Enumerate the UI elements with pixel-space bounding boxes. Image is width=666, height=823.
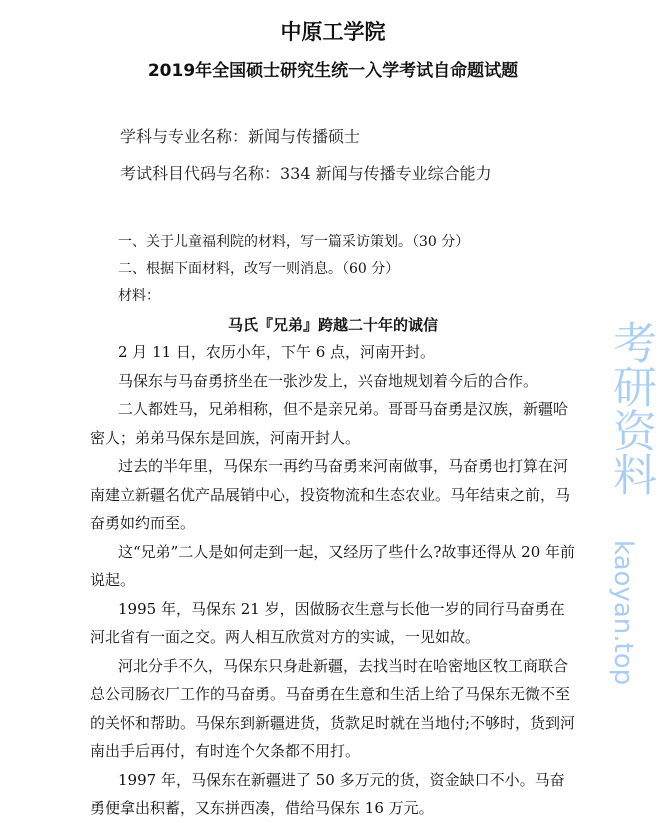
exam-title: 2019年全国硕士研究生统一入学考试自命题试题 — [147, 61, 519, 81]
school-name: 中原工学院 — [280, 20, 386, 44]
question-1: 一、关于儿童福利院的材料，写一篇采访策划。（30 分） — [118, 234, 470, 250]
material-label: 材料： — [118, 288, 160, 304]
article-paragraph: 二人都姓马，兄弟相称，但不是亲兄弟。哥哥马奋勇是汉族，新疆哈密人；弟弟马保东是回族，河南开封人。 — [90, 400, 569, 447]
article-paragraph: 2 月 11 日，农历小年，下午 6 点，河南开封。 — [118, 343, 436, 361]
article-paragraph: 河北分手不久，马保东只身赴新疆，去找当时在哈密地区牧工商联合总公司肠衣厂工作的马奋勇。马奋勇在生意和生活上给了马保东无微不至的关怀和帮助。马保东到新疆进货，货款足时就在当地付;不够时，货到河南出手后再付，有时连个欠条都不用打。 — [90, 656, 576, 760]
course-line: 考试科目代码与名称：334 新闻与传播专业综合能力 — [120, 164, 492, 183]
article-paragraph: 马保东与马奋勇挤坐在一张沙发上，兴奋地规划着今后的合作。 — [118, 371, 539, 390]
article-paragraph: 1995 年，马保东 21 岁，因做肠衣生意与长他一岁的同行马奋勇在河北省有一面之交。两人相互欣赏对方的实诚，一见如故。 — [90, 599, 565, 646]
question-2: 二、根据下面材料，改写一则消息。（60 分） — [118, 261, 400, 277]
subject-line: 学科与专业名称：新闻与传播硕士 — [120, 127, 361, 146]
article-body — [90, 338, 576, 823]
watermark-en: kaoyan.top — [608, 540, 638, 686]
article-title: 马氏『兄弟』跨越二十年的诚信 — [227, 316, 438, 334]
watermark-cn: 考研资料 — [605, 320, 656, 496]
article-paragraph: 过去的半年里，马保东一再约马奋勇来河南做事，马奋勇也打算在河南建立新疆名优产品展销中心，投资物流和生态农业。马年结束之前，马奋勇如约而至。 — [90, 457, 571, 532]
article-paragraph: 1997 年，马保东在新疆进了 50 多万元的货，资金缺口不小。马奋勇便拿出积蓄，又东拼西凑，借给马保东 16 万元。 — [90, 770, 565, 817]
article-paragraph: 这“兄弟”二人是如何走到一起，又经历了些什么?故事还得从 20 年前说起。 — [90, 542, 576, 589]
